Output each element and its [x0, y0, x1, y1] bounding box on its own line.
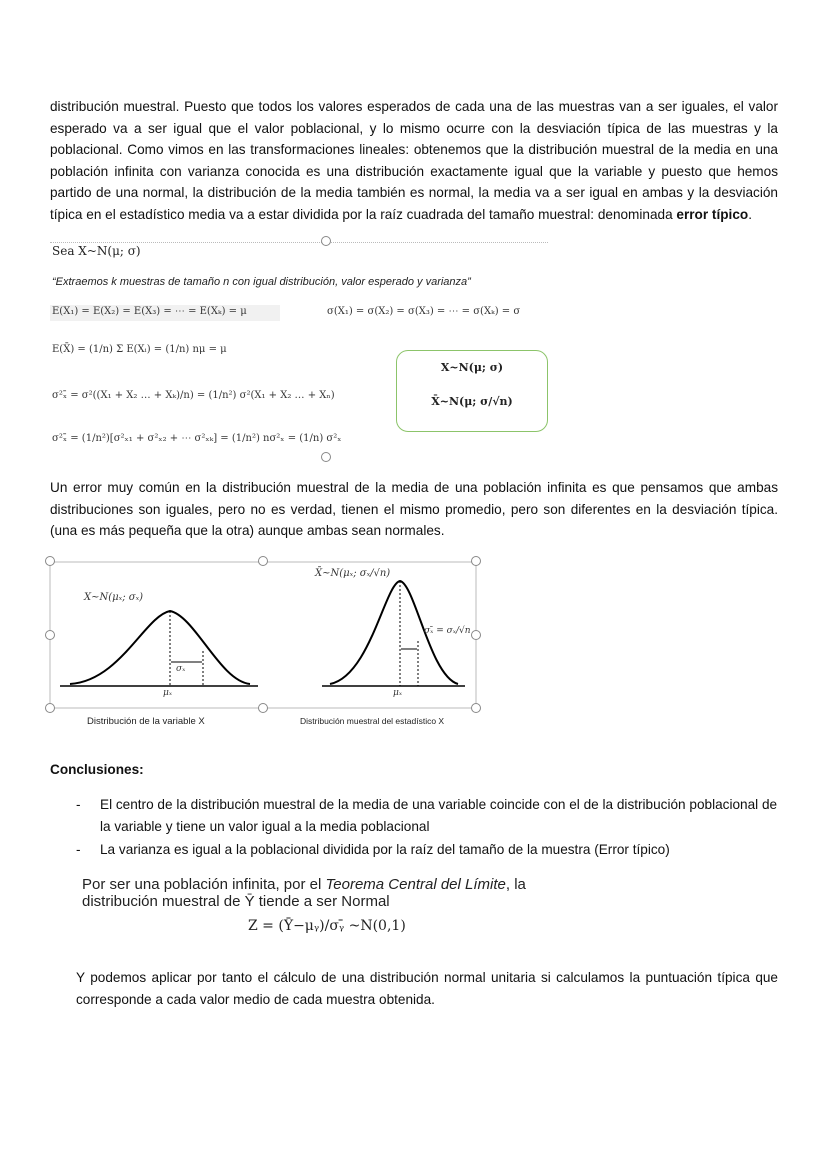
box-sample-mean: X̄~N(μ; σ/√n) [431, 395, 513, 408]
sea-formula: Sea X~N(μ; σ) [52, 244, 141, 258]
tcl-block [82, 876, 526, 910]
intro-end: . [748, 206, 752, 222]
intro-text: distribución muestral. Puesto que todos los valores esperados de cada una de las muestras van a ser iguales, el valor esperado va a ser igual que el valor poblacional, y lo mismo ocurre con la desviación típica de las muestras y la poblacional. Como vimos en las transformaciones lineales: obtenemos que la distribución muestral de la media en una población infinita con varianza conocida es una distribución exactamente igual que la variable y puesto que hemos partido de una normal, la distribución de la media también es normal, la media va a ser igual en ambas y la desviación típica en el estadístico media va a estar dividida por la raíz cuadrada del tamaño muestral: denominada [50, 99, 778, 222]
right-sigma-label: σₓ̄ = σₓ/√n [424, 626, 471, 636]
left-normal-curve [70, 611, 250, 684]
right-dist-label: X̄~N(μₓ; σₓ/√n) [315, 568, 391, 579]
left-dist-label: X~N(μₓ; σₓ) [84, 592, 144, 603]
mean-expectation: E(X̄) = (1/n) Σ E(Xᵢ) = (1/n) nμ = μ [52, 344, 227, 355]
fig-handle-bl[interactable] [45, 703, 55, 713]
fig-handle-ml[interactable] [45, 630, 55, 640]
fig-handle-tr[interactable] [471, 556, 481, 566]
variance-formula-1: σ²ₓ̄ = σ²((X₁ + X₂ … + Xₖ)/n) = (1/n²) σ²(X₁ + X₂ … + Xₙ) [52, 390, 335, 401]
summary-box [396, 350, 548, 432]
fig-handle-mr[interactable] [471, 630, 481, 640]
list-item: - La varianza es igual a la poblacional dividida por la raíz del tamaño de la muestra (Error típico) [50, 839, 780, 861]
dotted-divider [50, 242, 548, 243]
left-mu-label: μₓ [163, 688, 173, 698]
sigma-equality: σ(X₁) = σ(X₂) = σ(X₃) = ⋯ = σ(Xₖ) = σ [327, 306, 521, 317]
error-tipico-bold: error típico [676, 206, 749, 222]
fig-handle-bm[interactable] [258, 703, 268, 713]
variance-formula-2: σ²ₓ̄ = (1/n²)[σ²ₓ₁ + σ²ₓ₂ + ⋯ σ²ₓₖ] = (1/n²) nσ²ₓ = (1/n) σ²ₓ [52, 433, 342, 444]
left-sigma-label: σₓ [176, 664, 186, 674]
fig-handle-tm[interactable] [258, 556, 268, 566]
expect-equality: E(X₁) = E(X₂) = E(X₃) = ⋯ = E(Xₖ) = μ [52, 306, 247, 317]
right-mu-label: μₓ [393, 688, 403, 698]
conclusiones-title: Conclusiones: [50, 762, 144, 777]
resize-handle-bottom[interactable] [321, 452, 331, 462]
left-caption: Distribución de la variable X [87, 716, 205, 727]
right-caption: Distribución muestral del estadístico X [300, 716, 445, 726]
tcl-line1-a: Por ser una población infinita, por el [82, 876, 326, 893]
error-paragraph: Un error muy común en la distribución muestral de la media de una población infinita es que pensamos que ambas distribuciones son iguales, pero no es verdad, tienen el mismo promedio, pero son diferentes en la desviación típica. (una es más pequeña que la otra) aunque ambas sean normales. [50, 480, 778, 539]
extraemos-text: “Extraemos k muestras de tamaño n con igual distribución, valor esperado y varianza” [52, 276, 471, 288]
list-item: - El centro de la distribución muestral de la media de una variable coincide con el de la distribución poblacional de la variable y tiene un valor igual a la media poblacional [50, 794, 780, 837]
fig-handle-tl[interactable] [45, 556, 55, 566]
intro-paragraph [50, 96, 778, 226]
tcl-theorem-name: Teorema Central del Límite [325, 876, 506, 893]
resize-handle-top[interactable] [321, 236, 331, 246]
closing-paragraph: Y podemos aplicar por tanto el cálculo de una distribución normal unitaria si calculamos la puntuación típica que corresponde a cada valor medio de cada muestra obtenida. [76, 970, 778, 1007]
z-formula: Z = (Ȳ−μᵧ)/σᵧ̄ ~N(0,1) [248, 918, 406, 934]
tcl-line1-c: , la [505, 876, 526, 893]
fig-handle-br[interactable] [471, 703, 481, 713]
tcl-line1 [82, 876, 526, 893]
box-population: X~N(μ; σ) [440, 361, 504, 374]
conclusiones-list [50, 794, 780, 863]
tcl-line2: distribución muestral de Ȳ tiende a ser Normal [82, 893, 390, 910]
